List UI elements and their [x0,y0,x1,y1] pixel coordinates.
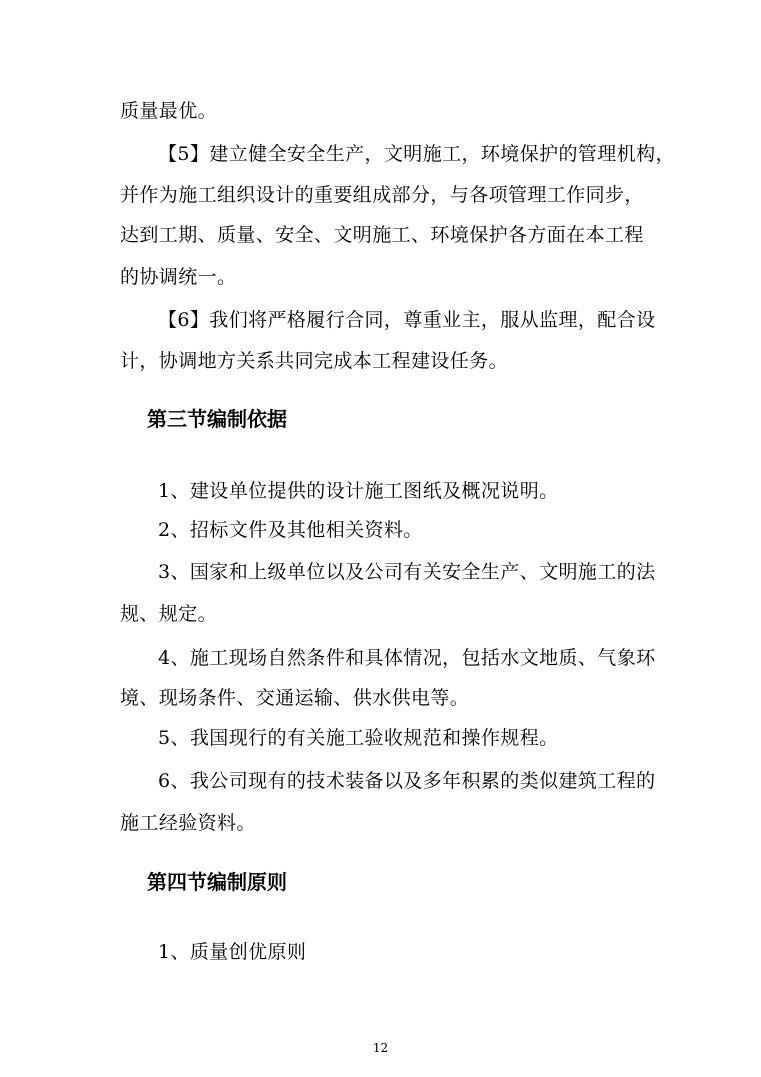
text-line: 达到工期、质量、安全、文明施工、环境保护各方面在本工程 [120,224,644,246]
text-line: 施工经验资料。 [120,812,256,834]
text-line: 【6】我们将严格履行合同，尊重业主，服从监理，配合设 [158,309,656,331]
text-line: 1、建设单位提供的设计施工图纸及概况说明。 [158,480,559,502]
text-line: 2、招标文件及其他相关资料。 [158,519,423,541]
text-line: 境、现场条件、交通运输、供水供电等。 [120,687,470,709]
text-line: 规、规定。 [120,603,218,625]
text-line: 计，协调地方关系共同完成本工程建设任务。 [120,350,509,372]
text-line: 的协调统一。 [120,266,237,288]
text-line: 6、我公司现有的技术装备以及多年积累的类似建筑工程的 [158,770,656,792]
text-line: 5、我国现行的有关施工验收规范和操作规程。 [158,727,559,749]
section-heading: 第四节编制原则 [147,870,287,894]
page-number: 12 [372,1041,389,1055]
text-line: 4、施工现场自然条件和具体情况，包括水文地质、气象环 [158,647,656,669]
text-line: 质量最优。 [120,100,218,122]
text-line: 并作为施工组织设计的重要组成部分，与各项管理工作同步， [120,184,644,206]
section-heading: 第三节编制依据 [147,407,287,431]
text-line: 1、质量创优原则 [158,941,307,963]
text-line: 3、国家和上级单位以及公司有关安全生产、文明施工的法 [158,561,656,583]
text-line: 【5】建立健全安全生产，文明施工，环境保护的管理机构， [158,143,675,165]
